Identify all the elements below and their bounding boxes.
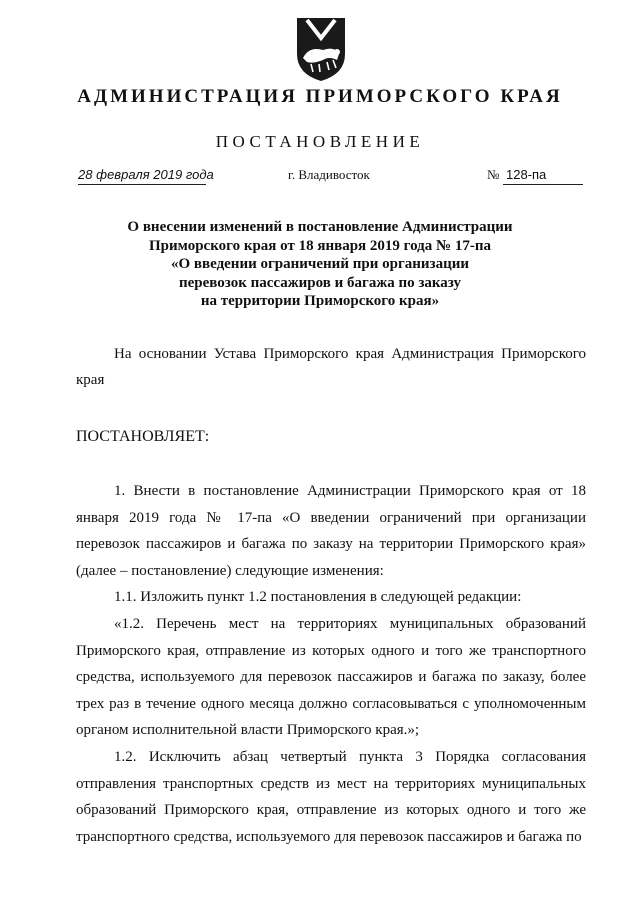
body-paragraph: 1.1. Изложить пункт 1.2 постановления в следующей редакции: — [114, 589, 522, 606]
organization-name: АДМИНИСТРАЦИЯ ПРИМОРСКОГО КРАЯ — [77, 86, 563, 107]
number-label: № — [487, 167, 500, 182]
body-paragraph: 1. Внести в постановление Администрации Приморского края от 18 января 2019 года № 17-па «О введении ограничений при организации перевозок пассажиров и багажа по заказу на территории Приморского края» (далее – постановление) следующие изменения: — [76, 483, 586, 579]
title-line: перевозок пассажиров и багажа по заказу — [179, 274, 461, 291]
number-underline — [503, 184, 583, 185]
body-paragraph: 1.2. Исключить абзац четвертый пункта 3 Порядка согласования отправления транспортных средств из мест на территориях муниципальных образований Приморского края, отправление из которых одного и того же транспортного средства, используемого для перевозок пассажиров и багажа по — [76, 748, 586, 845]
document-title — [110, 218, 530, 311]
date-underline — [78, 184, 206, 185]
basis-paragraph: На основании Устава Приморского края Администрация Приморского края — [76, 346, 586, 388]
title-line: «О введении ограничений при организации — [170, 256, 469, 272]
document-type: ПОСТАНОВЛЕНИЕ — [215, 132, 425, 151]
coat-of-arms-icon — [293, 14, 349, 84]
title-line: О внесении изменений в постановление Администрации — [127, 219, 513, 235]
document-date: 28 февраля 2019 года — [78, 167, 214, 182]
document-number: 128-па — [506, 167, 547, 182]
document-body — [76, 478, 586, 850]
document-city: г. Владивосток — [288, 167, 370, 182]
body-paragraph: «1.2. Перечень мест на территориях муниципальных образований Приморского края, отправление из которых одного и того же транспортного средства, используемого для перевозок пассажиров и багажа по заказу, более трех раз в течение одного месяца должно согласовываться с уполномоченным органом исполнительной власти Приморского края.»; — [76, 615, 586, 739]
title-line: на территории Приморского края» — [200, 293, 440, 309]
title-line: Приморского края от 18 января 2019 года № 17-па — [149, 237, 491, 254]
decree-heading: ПОСТАНОВЛЯЕТ: — [76, 428, 210, 445]
